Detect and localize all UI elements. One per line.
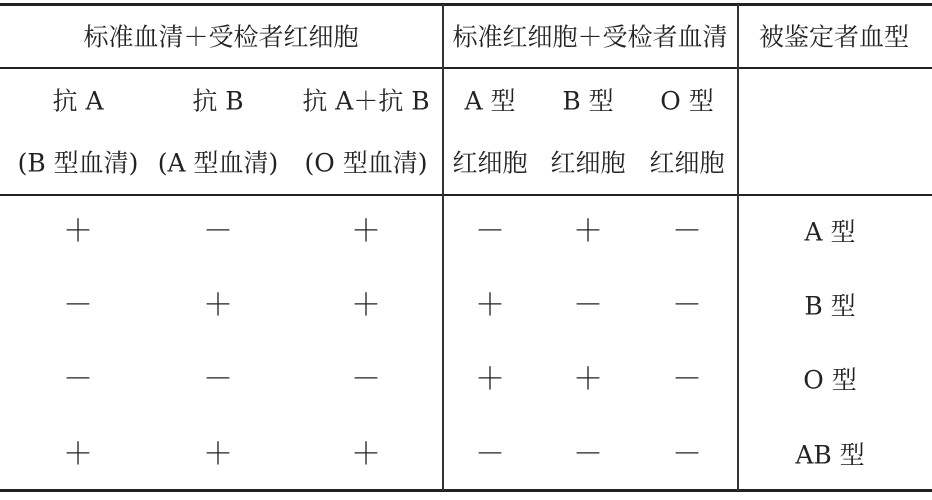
column-divider bbox=[442, 4, 444, 491]
table-cell: ＋ bbox=[203, 437, 233, 472]
subheader-line1: B 型 bbox=[562, 86, 614, 116]
subheader-line2: 红细胞 bbox=[550, 148, 626, 178]
table-cell: ＋ bbox=[203, 288, 233, 323]
table-cell: ＋ bbox=[573, 214, 603, 249]
subheader-line2: (O 型血清) bbox=[304, 148, 428, 178]
table-cell: － bbox=[475, 437, 505, 472]
table-cell: － bbox=[203, 214, 233, 249]
blood-type-cell: AB 型 bbox=[795, 440, 865, 470]
header-bottom-border bbox=[0, 194, 932, 196]
group2-header: 标准红细胞＋受检者血清 bbox=[452, 22, 728, 52]
subheader-line1: 抗 B bbox=[192, 86, 244, 116]
subheader-line1: 抗 A bbox=[52, 86, 104, 116]
blood-type-cell: O 型 bbox=[803, 365, 857, 395]
table-cell: － bbox=[351, 362, 381, 397]
table-bottom-border bbox=[0, 489, 932, 492]
table-cell: ＋ bbox=[573, 362, 603, 397]
header-divider bbox=[0, 67, 932, 69]
table-cell: ＋ bbox=[63, 214, 93, 249]
table-top-border bbox=[0, 3, 932, 6]
table-cell: － bbox=[672, 437, 702, 472]
subheader-line1: O 型 bbox=[660, 86, 714, 116]
subheader-line2: (A 型血清) bbox=[157, 148, 279, 178]
subheader-line1: A 型 bbox=[464, 86, 516, 116]
table-cell: ＋ bbox=[351, 288, 381, 323]
subheader-line2: 红细胞 bbox=[649, 148, 725, 178]
subheader-line2: (B 型血清) bbox=[17, 148, 139, 178]
table-cell: ＋ bbox=[475, 362, 505, 397]
table-cell: － bbox=[63, 362, 93, 397]
table-cell: － bbox=[672, 288, 702, 323]
table-cell: － bbox=[573, 437, 603, 472]
table-cell: － bbox=[475, 214, 505, 249]
table-cell: － bbox=[63, 288, 93, 323]
subheader-line2: 红细胞 bbox=[452, 148, 528, 178]
blood-type-cell: B 型 bbox=[804, 291, 856, 321]
table-cell: ＋ bbox=[475, 288, 505, 323]
table-cell: － bbox=[573, 288, 603, 323]
blood-type-cell: A 型 bbox=[804, 217, 856, 247]
table-cell: － bbox=[203, 362, 233, 397]
table-cell: － bbox=[672, 214, 702, 249]
column-divider bbox=[737, 4, 739, 491]
result-header: 被鉴定者血型 bbox=[758, 22, 910, 52]
table-cell: ＋ bbox=[63, 437, 93, 472]
group1-header: 标准血清＋受检者红细胞 bbox=[83, 22, 359, 52]
table-cell: － bbox=[672, 362, 702, 397]
subheader-line1: 抗 A＋抗 B bbox=[302, 86, 430, 116]
table-cell: ＋ bbox=[351, 214, 381, 249]
table-cell: ＋ bbox=[351, 437, 381, 472]
